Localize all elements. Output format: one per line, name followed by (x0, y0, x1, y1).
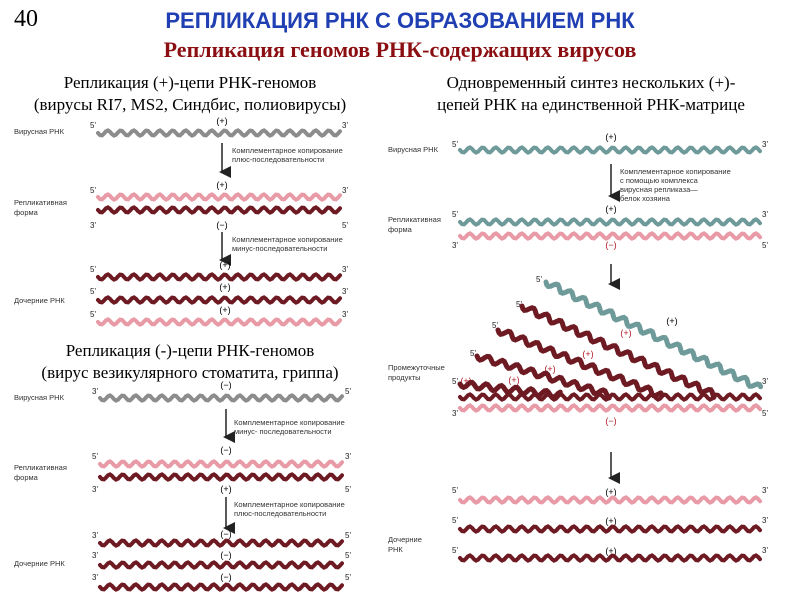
daughter-rna-strand (100, 540, 342, 545)
end-3: 3' (762, 486, 768, 495)
polarity-minus: (−) (605, 240, 617, 250)
end-5: 5' (90, 265, 96, 274)
label-viral-rna-3: Вирусная РНК (388, 145, 438, 154)
viral-rna-strand (460, 147, 760, 152)
polarity-plus: (+) (605, 487, 617, 497)
end-5: 5' (90, 287, 96, 296)
polarity-plus: (+) (544, 364, 556, 374)
polarity-plus: (+) (219, 305, 231, 315)
end-3: 3' (762, 377, 768, 386)
end-5: 5' (452, 140, 458, 149)
label-daughter-rna-4: РНК (388, 545, 403, 554)
polarity-plus: (+) (605, 516, 617, 526)
end-5: 5' (345, 573, 351, 582)
end-5: 5' (90, 121, 96, 130)
replicative-plus-strand (98, 194, 340, 199)
end-3: 3' (452, 409, 458, 418)
label-replicative-form: Репликативная (14, 198, 67, 207)
subtitle: Репликация геномов РНК-содержащих вирусов (163, 37, 637, 62)
polarity-minus: (−) (220, 550, 232, 560)
end-5: 5' (345, 485, 351, 494)
label-replicative-form-2: форма (14, 208, 38, 217)
polarity-minus: (−) (220, 572, 232, 582)
polarity-minus: (−) (605, 416, 617, 426)
end-3: 3' (92, 531, 98, 540)
polarity-plus: (+) (220, 484, 232, 494)
note-replicase: Комплементарное копирование (620, 167, 731, 176)
note-copy-plus-alt-2: плюс-последовательности (234, 509, 327, 518)
label-replicative-form-3: Репликативная (14, 463, 67, 472)
polarity-plus: (+) (216, 116, 228, 126)
end-3: 3' (762, 140, 768, 149)
polarity-plus: (+) (605, 132, 617, 142)
note-copy-minus-2: минус-последовательности (232, 244, 328, 253)
caption-line: Репликация (+)-цепи РНК-геномов (63, 73, 317, 92)
end-3: 3' (452, 241, 458, 250)
caption-line: Одновременный синтез нескольких (+)- (446, 73, 736, 92)
daughter-rna-strand (98, 274, 340, 279)
end-5: 5' (452, 546, 458, 555)
polarity-plus: (+) (582, 349, 594, 359)
polarity-minus: (−) (220, 445, 232, 455)
end-5: 5' (92, 452, 98, 461)
end-5: 5' (342, 221, 348, 230)
replicative-minus-strand (460, 233, 760, 238)
polarity-plus: (+) (666, 316, 678, 326)
daughter-rna-strand (100, 562, 342, 567)
end-3: 3' (762, 546, 768, 555)
note-copy-plus-alt: Комплементарное копирование (234, 500, 345, 509)
polarity-plus: (+) (216, 180, 228, 190)
polarity-plus: (+) (219, 282, 231, 292)
end-5: 5' (492, 321, 498, 330)
slide-number: 40 (14, 6, 38, 32)
end-5: 5' (536, 275, 542, 284)
end-5: 5' (452, 516, 458, 525)
replicative-minus-strand (98, 207, 340, 212)
label-viral-rna-2: Вирусная РНК (14, 393, 64, 402)
note-copy-plus-2: плюс-последовательности (232, 155, 325, 164)
end-5: 5' (345, 551, 351, 560)
note-replicase-4: белок хозяина (620, 194, 670, 203)
caption-line: (вирус везикулярного стоматита, гриппа) (41, 363, 339, 382)
polarity-plus: (+) (508, 375, 520, 385)
label-replicative-form-5: Репликативная (388, 215, 441, 224)
note-replicase-2: с помощью комплекса (620, 176, 698, 185)
polarity-plus: (+) (605, 546, 617, 556)
label-intermediates: Промежуточные (388, 363, 445, 372)
end-5: 5' (90, 310, 96, 319)
caption-line: (вирусы RI7, MS2, Синдбис, полиовирусы) (33, 95, 347, 114)
replicative-minus-strand (100, 474, 342, 479)
label-daughter-rna-3: Дочерние (388, 535, 422, 544)
daughter-rna-strand (98, 319, 340, 324)
end-5: 5' (516, 300, 522, 309)
template-minus-strand (460, 405, 760, 410)
polarity-minus: (−) (220, 529, 232, 539)
label-replicative-form-4: форма (14, 473, 38, 482)
label-daughter-rna-2: Дочерние РНК (14, 559, 65, 568)
label-viral-rna: Вирусная РНК (14, 127, 64, 136)
end-5: 5' (452, 210, 458, 219)
daughter-rna-strand (460, 526, 760, 531)
end-3: 3' (342, 186, 348, 195)
replicative-plus-strand (460, 219, 760, 224)
end-5: 5' (345, 387, 351, 396)
note-copy-minus-alt: Комплементарное копирование (234, 418, 345, 427)
polarity-plus: (+) (460, 376, 472, 386)
label-replicative-form-6: форма (388, 225, 412, 234)
end-3: 3' (342, 121, 348, 130)
note-replicase-3: вирусная репликаза— (620, 185, 698, 194)
end-5: 5' (452, 486, 458, 495)
polarity-plus: (+) (219, 260, 231, 270)
label-intermediates-2: продукты (388, 373, 421, 382)
end-3: 3' (92, 387, 98, 396)
end-3: 3' (90, 221, 96, 230)
end-5: 5' (762, 241, 768, 250)
end-5: 5' (762, 409, 768, 418)
end-3: 3' (342, 265, 348, 274)
end-3: 3' (92, 485, 98, 494)
end-5: 5' (452, 377, 458, 386)
note-copy-minus: Комплементарное копирование (232, 235, 343, 244)
end-3: 3' (762, 210, 768, 219)
polarity-minus: (−) (216, 220, 228, 230)
end-3: 3' (762, 516, 768, 525)
replicative-plus-strand (100, 461, 342, 466)
end-5: 5' (90, 186, 96, 195)
end-5: 5' (470, 349, 476, 358)
viral-rna-strand (100, 395, 342, 400)
label-daughter-rna: Дочерние РНК (14, 296, 65, 305)
polarity-minus: (−) (220, 380, 232, 390)
end-3: 3' (345, 452, 351, 461)
main-title: РЕПЛИКАЦИЯ РНК С ОБРАЗОВАНИЕМ РНК (165, 8, 635, 33)
end-3: 3' (92, 551, 98, 560)
note-copy-plus: Комплементарное копирование (232, 146, 343, 155)
daughter-rna-strand (100, 584, 342, 589)
end-3: 3' (92, 573, 98, 582)
caption-line: цепей РНК на единственной РНК-матрице (437, 95, 745, 114)
note-copy-minus-alt-2: минус- последовательности (234, 427, 332, 436)
end-3: 3' (342, 310, 348, 319)
polarity-plus: (+) (620, 328, 632, 338)
end-5: 5' (345, 531, 351, 540)
caption-line: Репликация (-)-цепи РНК-геномов (65, 341, 315, 360)
daughter-rna-strand (98, 297, 340, 302)
end-3: 3' (342, 287, 348, 296)
daughter-rna-strand (460, 555, 760, 560)
viral-rna-strand (98, 130, 340, 135)
polarity-plus: (+) (605, 204, 617, 214)
daughter-rna-strand (460, 497, 760, 502)
